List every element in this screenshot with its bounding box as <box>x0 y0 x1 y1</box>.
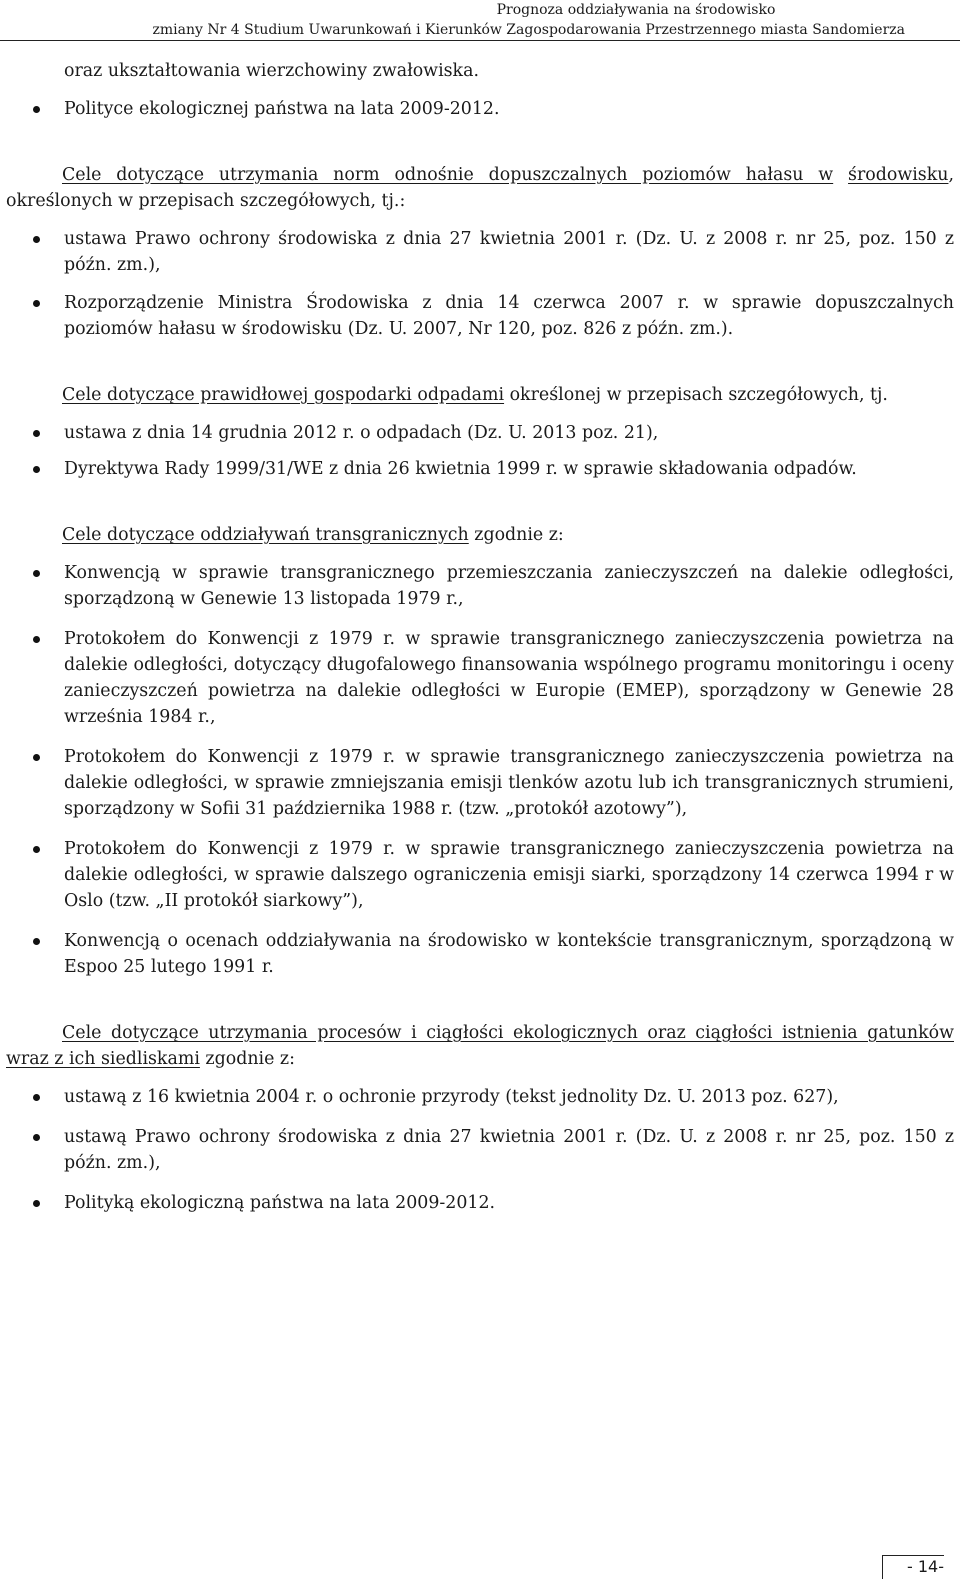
list-item: ustawą z 16 kwietnia 2004 r. o ochronie przyrody (tekst jednolity Dz. U. 2013 poz. 627), <box>6 1084 954 1110</box>
list-item: Polityce ekologicznej państwa na lata 2009-2012. <box>6 96 954 122</box>
list-item: Protokołem do Konwencji z 1979 r. w sprawie transgranicznego zanieczyszczenia powietrza na dalekie odległości, w sprawie zmniejszania emisji tlenków azotu lub ich transgranicznych strumieni, sporządzony w Sofii 31 października 1988 r. (tzw. „protokół azotowy”), <box>6 744 954 822</box>
section-heading-waste <box>6 382 954 408</box>
list-item: Rozporządzenie Ministra Środowiska z dnia 14 czerwca 2007 r. w sprawie dopuszczalnych poziomów hałasu w środowisku (Dz. U. 2007, Nr 120, poz. 826 z późn. zm.). <box>6 290 954 342</box>
list-item: Konwencją o ocenach oddziaływania na środowisko w kontekście transgranicznym, sporządzoną w Espoo 25 lutego 1991 r. <box>6 928 954 980</box>
heading-underlined: środowisku <box>848 165 949 185</box>
heading-text: zgodnie z: <box>468 525 564 545</box>
continuation-text: oraz ukształtowania wierzchowiny zwałowiska. <box>64 61 479 81</box>
heading-underlined: Cele dotyczące utrzymania norm odnośnie dopuszczalnych poziomów hałasu w <box>62 165 834 185</box>
header-title: Prognoza oddziaływania na środowisko <box>496 2 776 18</box>
section-heading-noise <box>6 162 954 214</box>
section-heading-transboundary <box>6 522 954 548</box>
header-subtitle: zmiany Nr 4 Studium Uwarunkowań i Kierunków Zagospodarowania Przestrzennego miasta Sandomierza <box>152 22 905 38</box>
heading-underlined: Cele dotyczące oddziaływań transgranicznych <box>62 525 469 545</box>
heading-text: zgodnie z: <box>199 1049 295 1069</box>
list-item: Dyrektywa Rady 1999/31/WE z dnia 26 kwietnia 1999 r. w sprawie składowania odpadów. <box>6 456 954 482</box>
list-item: ustawa Prawo ochrony środowiska z dnia 27 kwietnia 2001 r. (Dz. U. z 2008 r. nr 25, poz. 150 z późn. zm.), <box>6 226 954 278</box>
heading-text: określonej w przepisach szczegółowych, tj. <box>504 385 888 405</box>
list-item: Protokołem do Konwencji z 1979 r. w sprawie transgranicznego zanieczyszczenia powietrza na dalekie odległości, dotyczący długofalowego finansowania wspólnego programu monitoringu i oceny zanieczyszczeń powietrza na dalekie odległości w Europie (EMEP), sporządzony w Genewie 28 września 1984 r., <box>6 626 954 730</box>
list-item: Konwencją w sprawie transgranicznego przemieszczania zanieczyszczeń na dalekie odległości, sporządzoną w Genewie 13 listopada 1979 r., <box>6 560 954 612</box>
document-body <box>6 58 954 1216</box>
list-item: ustawa z dnia 14 grudnia 2012 r. o odpadach (Dz. U. 2013 poz. 21), <box>6 420 954 446</box>
heading-underlined: Cele dotyczące utrzymania procesów i ciągłości ekologicznych oraz ciągłości istnienia gatunków wraz z ich siedliskami <box>6 1023 954 1069</box>
list-item: Protokołem do Konwencji z 1979 r. w sprawie transgranicznego zanieczyszczenia powietrza na dalekie odległości, w sprawie dalszego ograniczenia emisji siarki, sporządzony 14 czerwca 1994 r w Oslo (tzw. „II protokół siarkowy”), <box>6 836 954 914</box>
page-header <box>0 0 960 41</box>
list-item: ustawą Prawo ochrony środowiska z dnia 27 kwietnia 2001 r. (Dz. U. z 2008 r. nr 25, poz. 150 z późn. zm.), <box>6 1124 954 1176</box>
heading-text: , określonych w przepisach szczegółowych, tj.: <box>6 165 954 211</box>
list-item: Polityką ekologiczną państwa na lata 2009-2012. <box>6 1190 954 1216</box>
section-heading-ecology <box>6 1020 954 1072</box>
page-number: - 14- <box>882 1555 944 1579</box>
heading-underlined: Cele dotyczące prawidłowej gospodarki odpadami <box>62 385 505 405</box>
